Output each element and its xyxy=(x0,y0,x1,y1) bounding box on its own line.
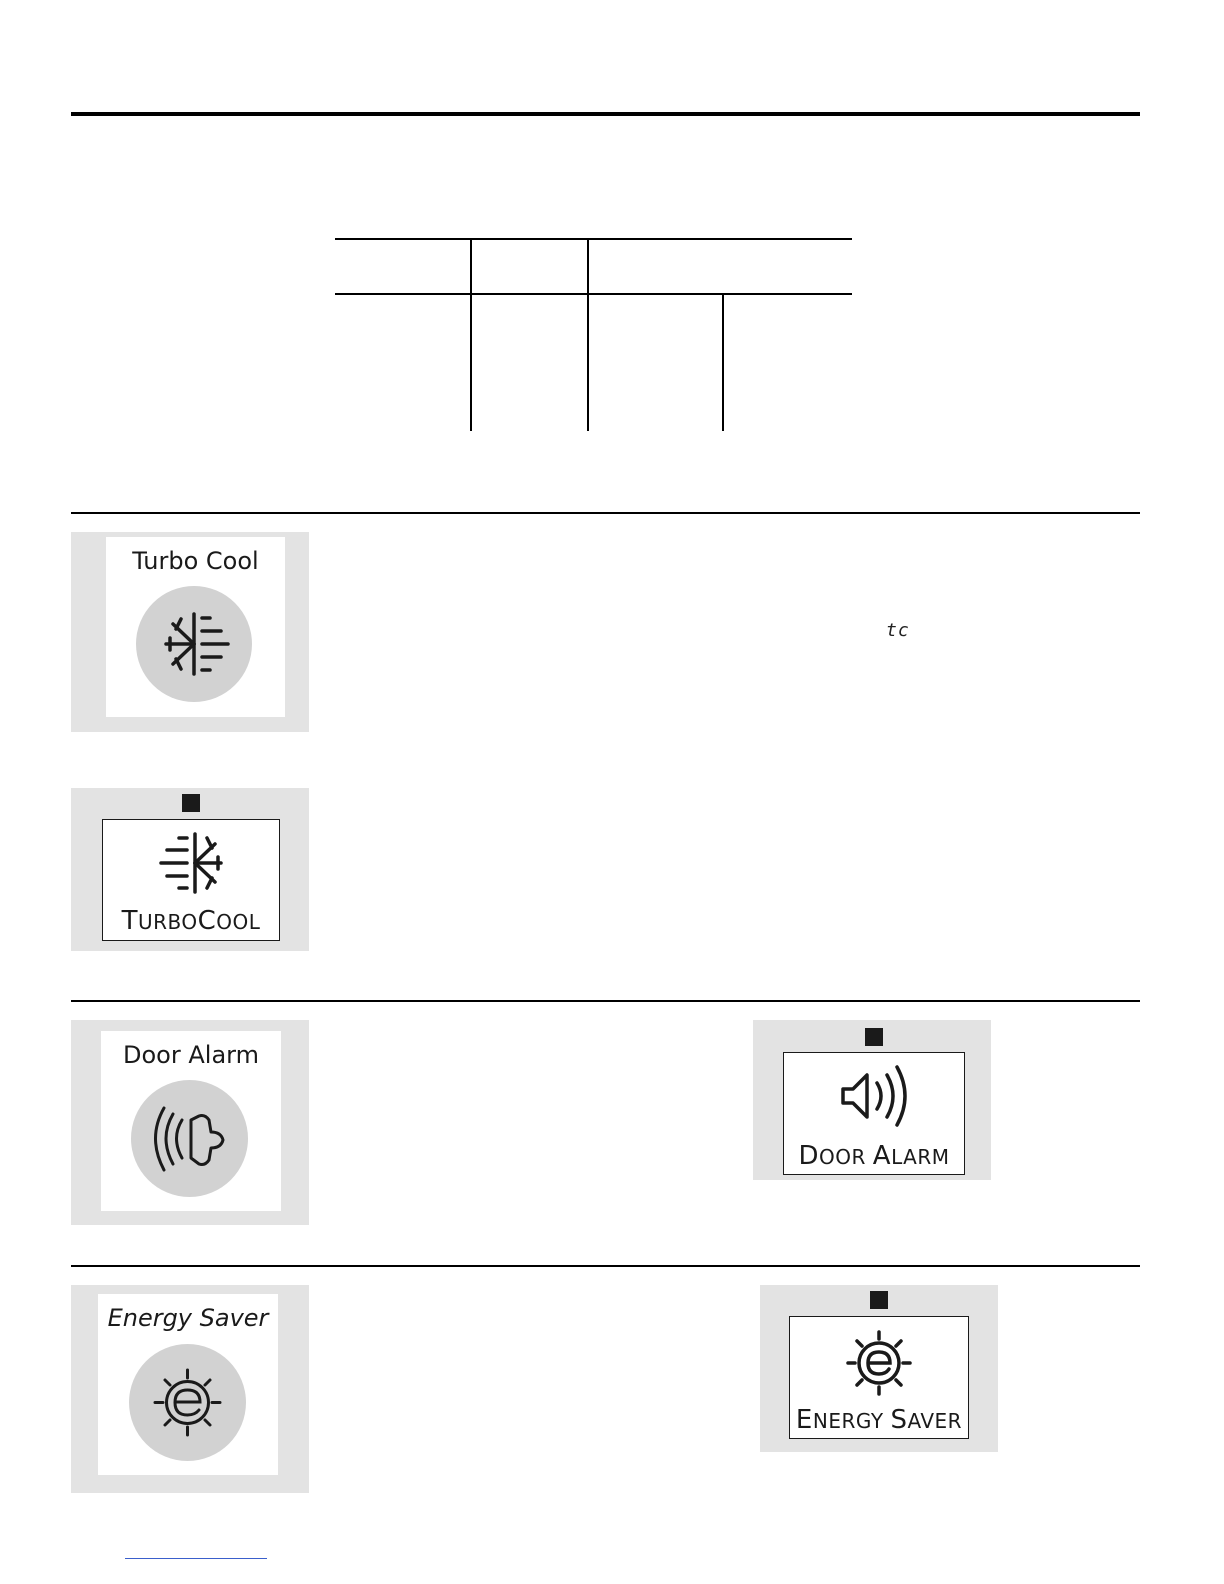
table-top-rule xyxy=(335,238,852,240)
snowflake-lines-icon xyxy=(136,586,252,702)
snowflake-lines-icon-display xyxy=(157,828,227,898)
table-col-divider-2 xyxy=(587,238,589,431)
energy-saver-display xyxy=(789,1316,969,1439)
section-divider-turbo xyxy=(71,512,1140,514)
door-alarm-indicator-light xyxy=(865,1028,883,1046)
energy-e-gear-icon-display xyxy=(845,1329,913,1397)
energy-saver-indicator-light xyxy=(870,1291,888,1309)
turbo-cool-display-code: tc xyxy=(886,620,910,641)
turbo-cool-button-label: Turbo Cool xyxy=(132,547,259,575)
turbo-cool-display-panel xyxy=(71,788,309,951)
energy-saver-button-panel xyxy=(71,1285,309,1493)
turbo-cool-button-face xyxy=(106,537,285,717)
energy-saver-button[interactable] xyxy=(129,1344,246,1461)
energy-saver-button-face xyxy=(98,1294,278,1475)
energy-e-gear-icon xyxy=(129,1344,246,1461)
speaker-waves-icon xyxy=(131,1080,248,1197)
section-divider-door-alarm xyxy=(71,1000,1140,1002)
settings-table xyxy=(335,238,852,432)
section-divider-energy-saver xyxy=(71,1265,1140,1267)
door-alarm-button-label: Door Alarm xyxy=(123,1041,259,1069)
header-rule xyxy=(71,112,1140,116)
door-alarm-button[interactable] xyxy=(131,1080,248,1197)
turbo-cool-button[interactable] xyxy=(136,586,252,702)
door-alarm-button-panel xyxy=(71,1020,309,1225)
door-alarm-display-label: DOOR ALARM xyxy=(798,1141,950,1171)
table-col-divider-1 xyxy=(470,238,472,431)
door-alarm-display xyxy=(783,1052,965,1175)
turbo-cool-button-panel xyxy=(71,532,309,732)
energy-saver-display-label: ENERGY SAVER xyxy=(795,1405,963,1435)
energy-saver-display-panel xyxy=(760,1285,998,1452)
door-alarm-display-panel xyxy=(753,1020,991,1180)
door-alarm-button-face xyxy=(101,1031,281,1211)
table-col-divider-3 xyxy=(722,294,724,431)
turbo-cool-display-label: TURBOCOOL xyxy=(121,906,261,936)
turbo-cool-indicator-light xyxy=(182,794,200,812)
footer-link-underline[interactable] xyxy=(125,1558,267,1559)
table-header-rule xyxy=(335,293,852,295)
turbo-cool-display xyxy=(102,819,280,941)
energy-saver-button-label: Energy Saver xyxy=(107,1304,269,1332)
speaker-waves-icon-display xyxy=(839,1061,913,1131)
